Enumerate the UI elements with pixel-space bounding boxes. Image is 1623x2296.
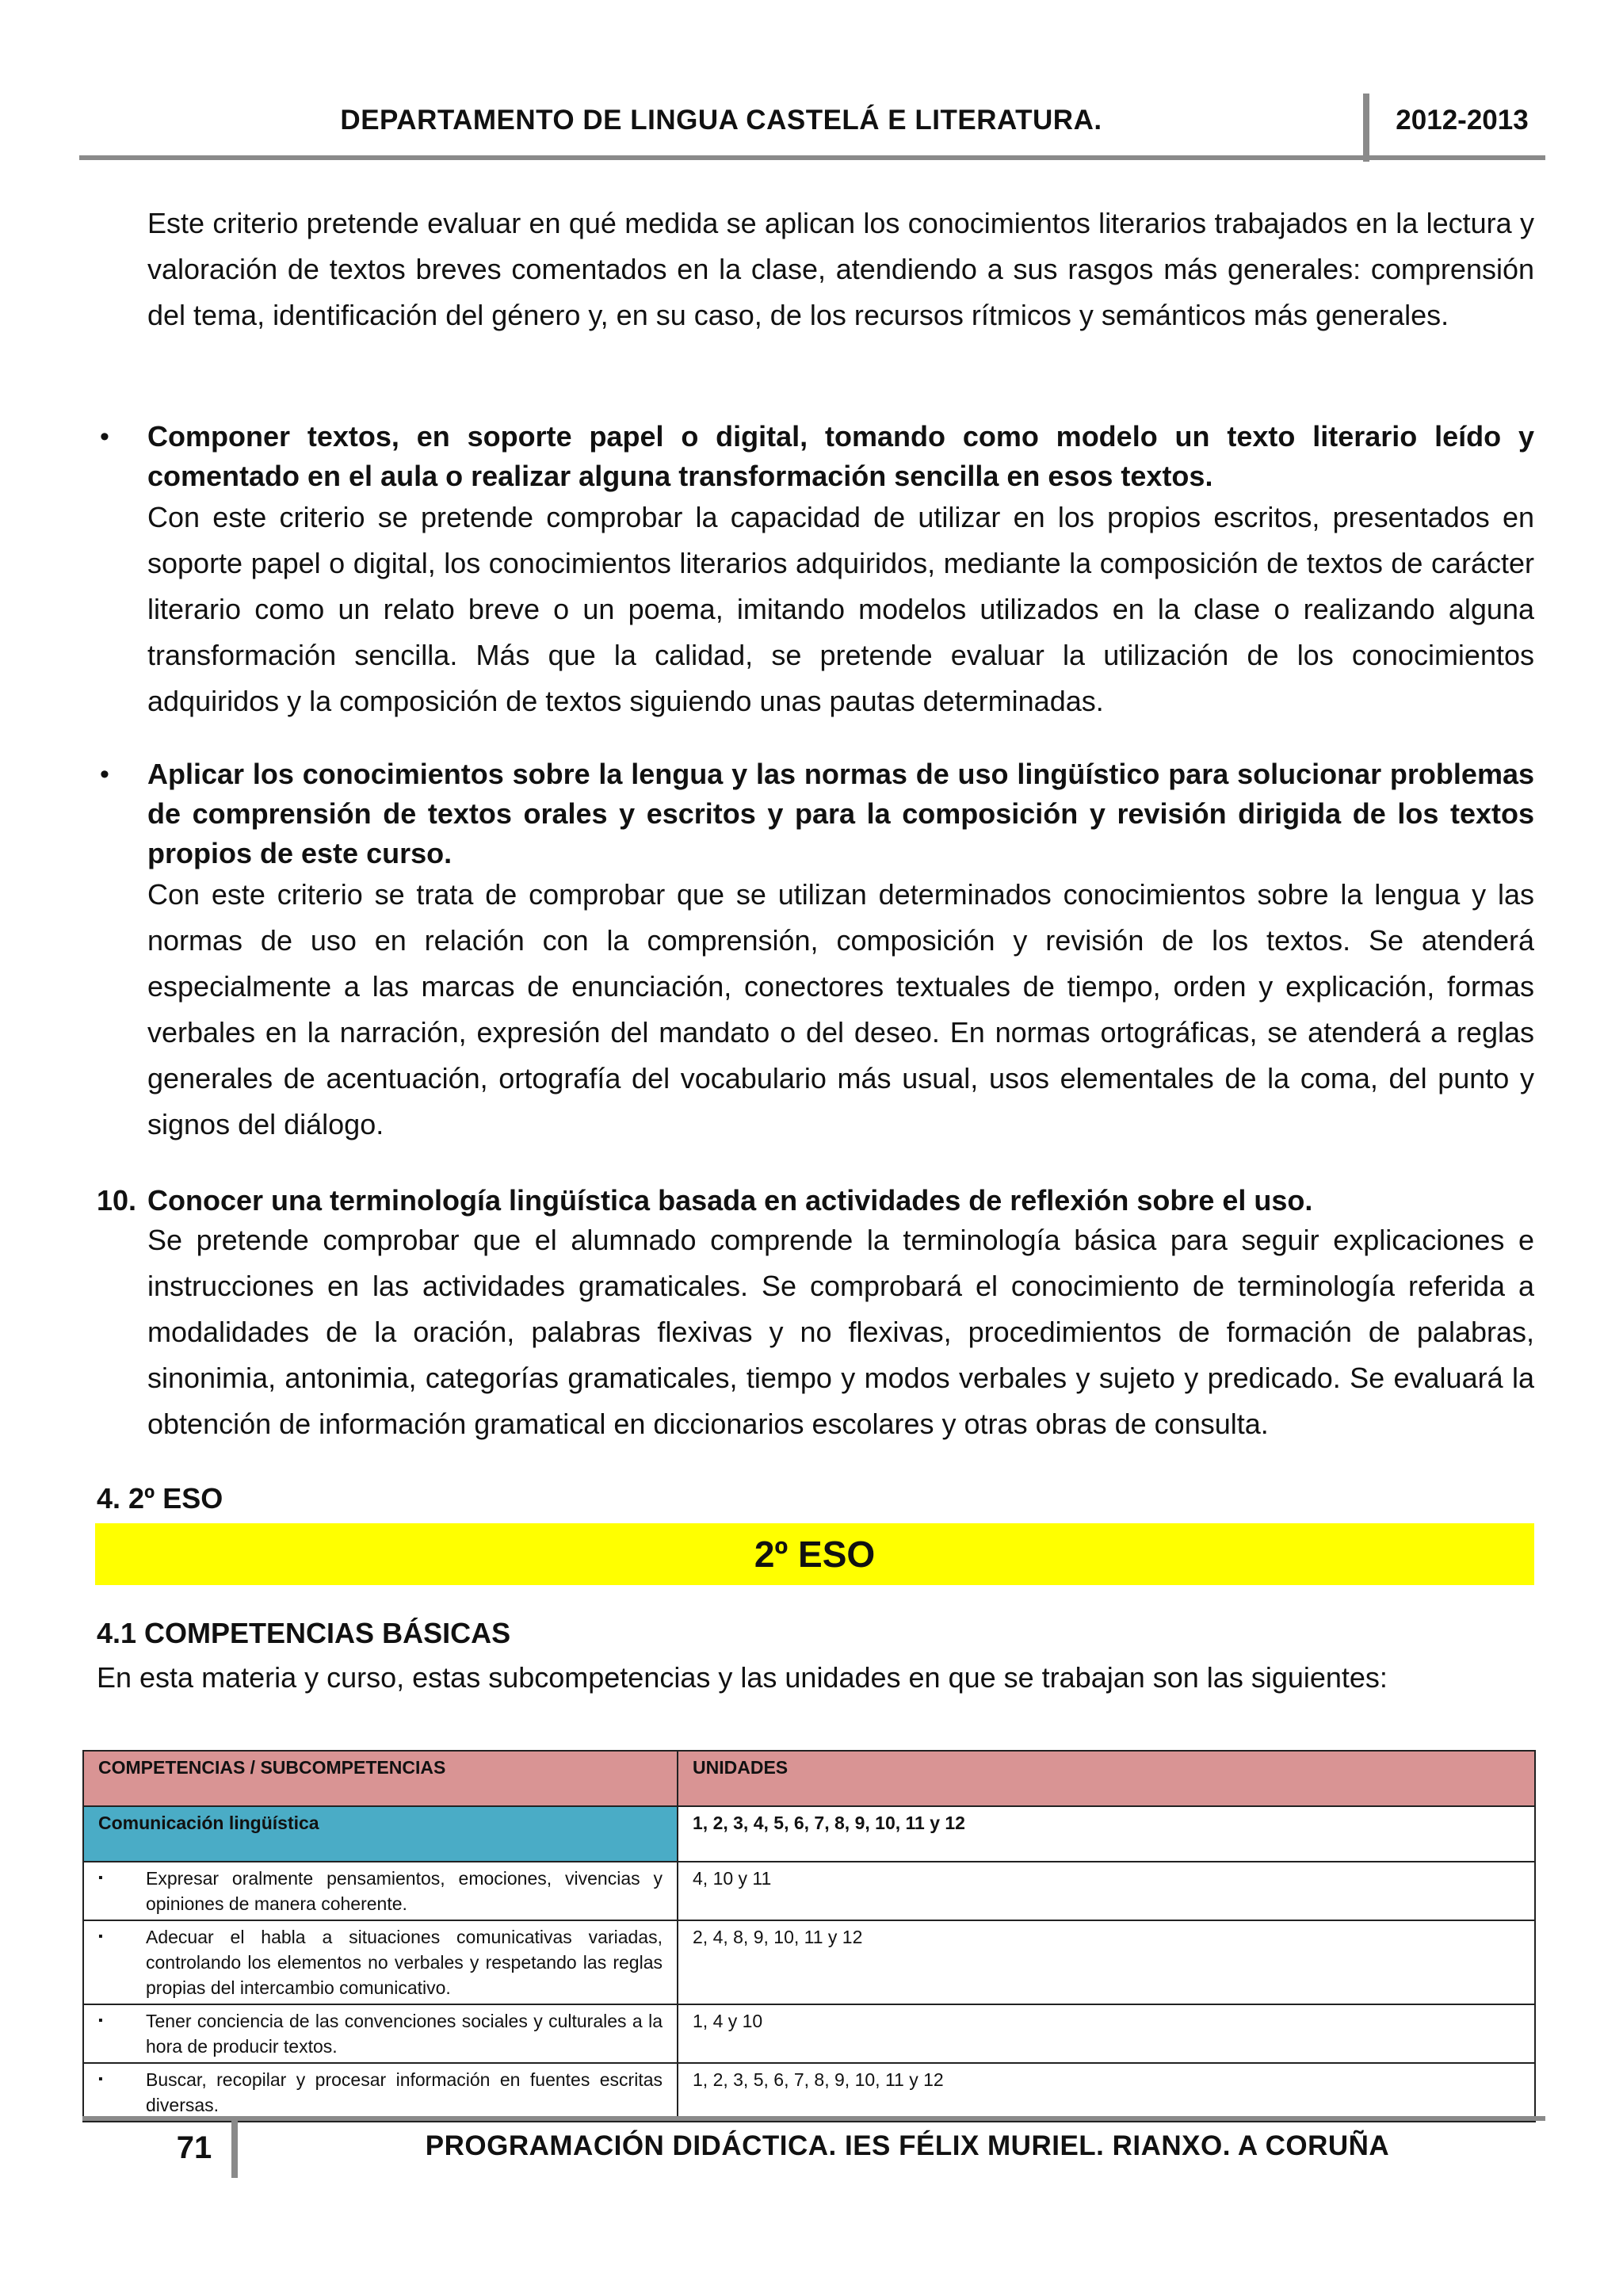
competency-cell (83, 2063, 678, 2122)
header-title: DEPARTAMENTO DE LINGUA CASTELÁ E LITERATURA. (340, 105, 1102, 136)
criterion-1-marker: • (100, 422, 109, 452)
units-cell: 1, 4 y 10 (678, 2004, 1535, 2063)
table-row (83, 2004, 1535, 2063)
criterion-2-marker: • (100, 759, 109, 789)
units-cell: 4, 10 y 11 (678, 1862, 1535, 1920)
page-number: 71 (176, 2130, 212, 2165)
course-banner (95, 1523, 1534, 1585)
footer-rule (82, 2116, 1545, 2121)
intro-paragraph: Este criterio pretende evaluar en qué medida se aplican los conocimientos literarios trabajados en la lectura y valoración de textos breves comentados en la clase, atendiendo a sus rasgos más generales: comprensión del tema, identificación del género y, en su caso, de los recursos rítmicos y semánticos más generales. (147, 207, 1534, 331)
square-bullet-icon: ▪ (98, 2014, 103, 2027)
table-header-row (83, 1751, 1535, 1806)
criterion-10-title: Conocer una terminología lingüística basada en actividades de reflexión sobre el uso. (147, 1184, 1313, 1217)
competency-text: Expresar oralmente pensamientos, emociones, vivencias y opiniones de manera coherente. (146, 1868, 663, 1914)
table-header-competencias: COMPETENCIAS / SUBCOMPETENCIAS (83, 1751, 678, 1806)
table-row (83, 1920, 1535, 2004)
competency-text: Adecuar el habla a situaciones comunicativas variadas, controlando los elementos no verbales y respetando las reglas propias del intercambio comunicativo. (146, 1927, 663, 1998)
subsection-intro: En esta materia y curso, estas subcompetencias y las unidades en que se trabajan son las siguientes: (97, 1661, 1388, 1694)
competency-cell (83, 1862, 678, 1920)
units-cell: 2, 4, 8, 9, 10, 11 y 12 (678, 1920, 1535, 2004)
subsection-heading: 4.1 COMPETENCIAS BÁSICAS (97, 1617, 511, 1649)
competency-cell (83, 1920, 678, 2004)
course-banner-text: 2º ESO (754, 1534, 876, 1575)
table-row (83, 1862, 1535, 1920)
table-group-row (83, 1806, 1535, 1862)
footer-text: PROGRAMACIÓN DIDÁCTICA. IES FÉLIX MURIEL. RIANXO. A CORUÑA (425, 2130, 1390, 2161)
header-rule (79, 155, 1545, 160)
criterion-10-number: 10. (97, 1184, 137, 1217)
criterion-10-body: Se pretende comprobar que el alumnado comprende la terminología básica para seguir explicaciones e instrucciones en las actividades gramaticales. Se comprobará el conocimiento de terminología referida a modalidades de la oración, palabras flexivas y no flexivas, procedimientos de formación de palabras, sinonimia, antonimia, categorías gramaticales, tiempo y modos verbales y sujeto y predicado. Se evaluará la obtención de información gramatical en diccionarios escolares y otras obras de consulta. (147, 1224, 1534, 1440)
criterion-1-title: Componer textos, en soporte papel o digital, tomando como modelo un texto literario leído y comentado en el aula o realizar alguna transformación sencilla en esos textos. (147, 420, 1534, 492)
section-heading: 4. 2º ESO (97, 1482, 223, 1515)
competencies-table (82, 1750, 1536, 2122)
square-bullet-icon: ▪ (98, 2073, 103, 2086)
square-bullet-icon: ▪ (98, 1871, 103, 1885)
criterion-2-body: Con este criterio se trata de comprobar que se utilizan determinados conocimientos sobre la lengua y las normas de uso en relación con la comprensión, composición y revisión de los textos. Se atenderá especialmente a las marcas de enunciación, conectores textuales de tiempo, orden y explicación, formas verbales en la narración, expresión del mandato o del deseo. En normas ortográficas, se atenderá a reglas generales de acentuación, ortografía del vocabulario más usual, usos elementales de la coma, del punto y signos del diálogo. (147, 878, 1534, 1140)
table-header-unidades: UNIDADES (678, 1751, 1535, 1806)
table-row (83, 2063, 1535, 2122)
header-divider (1363, 94, 1369, 162)
header-year: 2012-2013 (1396, 105, 1529, 136)
competency-text: Buscar, recopilar y procesar información en fuentes escritas diversas. (146, 2069, 663, 2115)
group-units: 1, 2, 3, 4, 5, 6, 7, 8, 9, 10, 11 y 12 (678, 1806, 1535, 1862)
competency-cell (83, 2004, 678, 2063)
units-cell: 1, 2, 3, 5, 6, 7, 8, 9, 10, 11 y 12 (678, 2063, 1535, 2122)
competency-text: Tener conciencia de las convenciones sociales y culturales a la hora de producir textos. (146, 2011, 663, 2057)
criterion-1-body: Con este criterio se pretende comprobar la capacidad de utilizar en los propios escritos, presentados en soporte papel o digital, los conocimientos literarios adquiridos, mediante la composición de textos de carácter literario como un relato breve o un poema, imitando modelos utilizados en la clase o realizando alguna transformación sencilla. Más que la calidad, se pretende evaluar la utilización de los conocimientos adquiridos y la composición de textos siguiendo unas pautas determinadas. (147, 501, 1534, 717)
footer-divider (231, 2121, 238, 2178)
group-label: Comunicación lingüística (83, 1806, 678, 1862)
criterion-2-title: Aplicar los conocimientos sobre la lengua y las normas de uso lingüístico para solucionar problemas de comprensión de textos orales y escritos y para la composición y revisión dirigida de los textos propios de este curso. (147, 758, 1534, 869)
square-bullet-icon: ▪ (98, 1930, 103, 1943)
